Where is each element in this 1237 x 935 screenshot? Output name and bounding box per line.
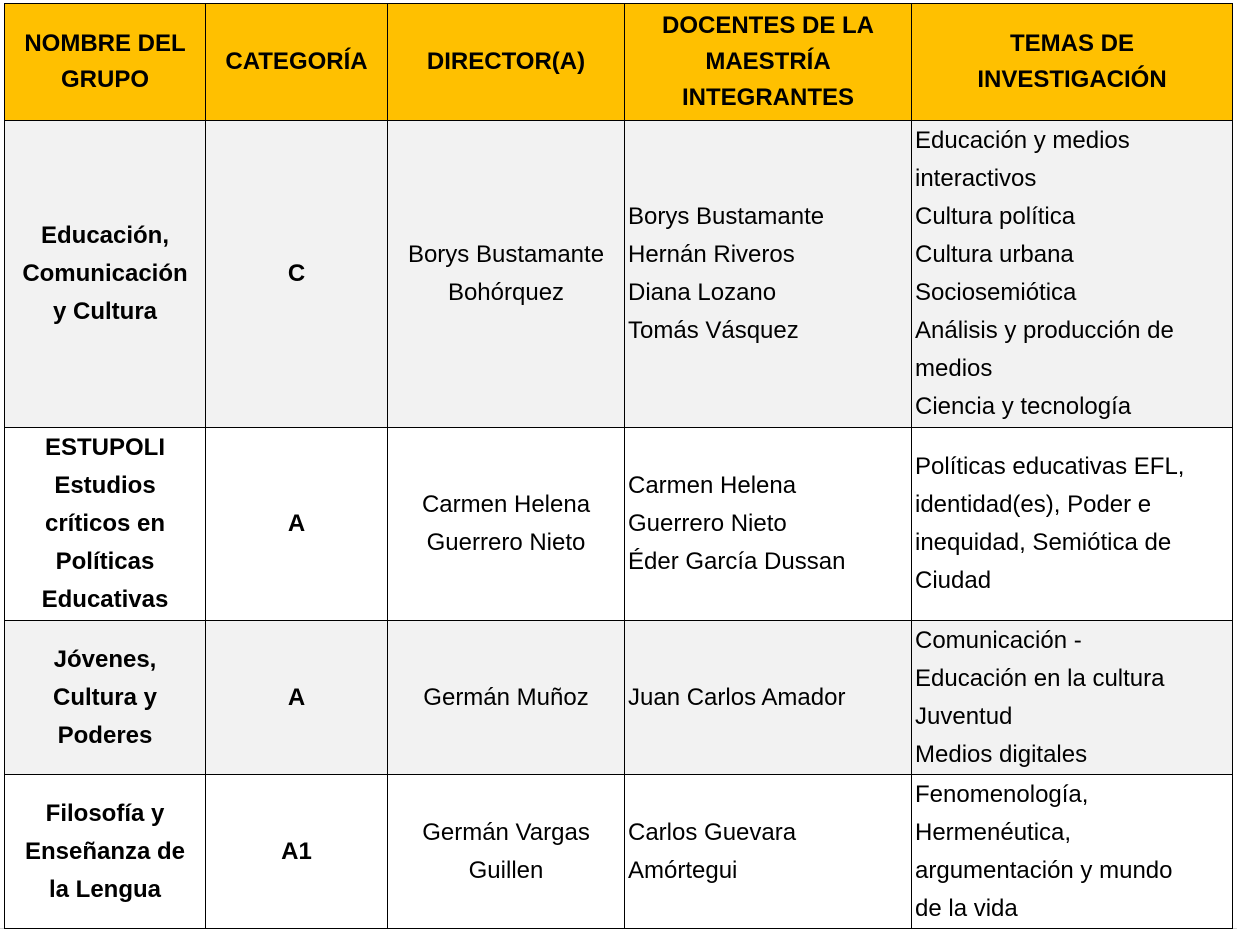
- header-text-line: INTEGRANTES: [681, 84, 854, 111]
- cell-text-line: Hernán Riveros: [628, 241, 795, 268]
- cell-group-name[interactable]: [5, 775, 206, 929]
- cell-text-line: Cultura y: [52, 683, 157, 711]
- cell-docentes[interactable]: [625, 121, 912, 428]
- cell-text-line: Carlos Guevara: [628, 818, 797, 846]
- table-row: [5, 621, 1233, 775]
- header-nombre-del-grupo[interactable]: [5, 4, 206, 121]
- header-text-line: CATEGORÍA: [225, 48, 368, 75]
- cell-text-line: Medios digitales: [915, 740, 1088, 768]
- cell-text-line: Ciencia y tecnología: [915, 393, 1132, 420]
- table-row: [5, 428, 1233, 621]
- cell-text-line: Cultura política: [915, 203, 1076, 230]
- cell-text-line: Diana Lozano: [628, 279, 777, 306]
- header-text-line: NOMBRE DEL: [24, 30, 186, 57]
- cell-text-line: Educativas: [41, 586, 169, 613]
- cell-text-line: interactivos: [915, 165, 1037, 192]
- cell-text-line: Guerrero Nieto: [628, 510, 787, 537]
- cell-text-line: Bohórquez: [447, 279, 565, 306]
- cell-docentes[interactable]: [625, 428, 912, 621]
- cell-text-line: Sociosemiótica: [915, 279, 1077, 306]
- cell-text-line: medios: [915, 355, 993, 382]
- cell-director[interactable]: [388, 621, 625, 775]
- cell-text-line: Ciudad: [915, 567, 992, 594]
- table-row: [5, 775, 1233, 929]
- cell-text-line: Educación y medios: [915, 127, 1130, 154]
- cell-group-name[interactable]: [5, 428, 206, 621]
- cell-text-line: Filosofía y: [45, 799, 165, 827]
- cell-category[interactable]: [206, 428, 388, 621]
- cell-text-line: Carmen Helena: [421, 491, 591, 518]
- cell-text-line: C: [287, 260, 306, 287]
- cell-group-name[interactable]: [5, 121, 206, 428]
- cell-text-line: Políticas educativas EFL,: [915, 453, 1185, 480]
- cell-text-line: la Lengua: [48, 875, 162, 903]
- cell-text-line: Amórtegui: [628, 856, 738, 884]
- cell-text-line: Borys Bustamante: [628, 203, 825, 230]
- cell-text-line: Borys Bustamante: [407, 241, 605, 268]
- cell-text-line: A: [287, 683, 306, 711]
- cell-temas[interactable]: [912, 621, 1233, 775]
- cell-text-line: Educación,: [40, 222, 170, 249]
- cell-text-line: Hermenéutica,: [915, 818, 1072, 846]
- cell-text-line: Poderes: [57, 721, 153, 749]
- header-director[interactable]: [388, 4, 625, 121]
- header-docentes[interactable]: [625, 4, 912, 121]
- header-text-line: DOCENTES DE LA: [661, 12, 874, 39]
- cell-director[interactable]: [388, 775, 625, 929]
- cell-text-line: Carmen Helena: [628, 472, 797, 499]
- header-text-line: DIRECTOR(A): [426, 48, 586, 75]
- cell-text-line: argumentación y mundo: [915, 856, 1173, 884]
- cell-temas[interactable]: [912, 428, 1233, 621]
- cell-text-line: Jóvenes,: [53, 645, 157, 673]
- cell-text-line: Éder García Dussan: [628, 548, 846, 575]
- cell-director[interactable]: [388, 121, 625, 428]
- cell-category[interactable]: [206, 121, 388, 428]
- header-text-line: MAESTRÍA: [705, 48, 831, 75]
- cell-text-line: Juan Carlos Amador: [628, 683, 846, 711]
- header-temas[interactable]: [912, 4, 1233, 121]
- cell-docentes[interactable]: [625, 621, 912, 775]
- cell-text-line: Comunicación -: [915, 626, 1082, 654]
- cell-text-line: Guerrero Nieto: [426, 529, 586, 556]
- cell-category[interactable]: [206, 621, 388, 775]
- cell-text-line: y Cultura: [52, 298, 157, 325]
- cell-text-line: Cultura urbana: [915, 241, 1074, 268]
- cell-text-line: Fenomenología,: [915, 780, 1089, 808]
- table-body: [5, 121, 1233, 929]
- cell-text-line: Comunicación: [22, 260, 188, 287]
- cell-text-line: Tomás Vásquez: [628, 317, 799, 344]
- cell-text-line: ESTUPOLI: [44, 434, 165, 461]
- cell-text-line: Juventud: [915, 702, 1013, 730]
- cell-text-line: A: [287, 510, 306, 537]
- table-row: [5, 121, 1233, 428]
- header-text-line: TEMAS DE: [1009, 30, 1134, 57]
- table-header: [5, 4, 1233, 121]
- header-row: [5, 4, 1233, 121]
- cell-text-line: Germán Muñoz: [423, 683, 589, 711]
- cell-docentes[interactable]: [625, 775, 912, 929]
- cell-text-line: Análisis y producción de: [915, 317, 1174, 344]
- cell-text-line: A1: [281, 837, 312, 865]
- cell-director[interactable]: [388, 428, 625, 621]
- cell-text-line: críticos en: [44, 510, 166, 537]
- cell-temas[interactable]: [912, 775, 1233, 929]
- header-text-line: GRUPO: [60, 66, 149, 93]
- cell-text-line: Guillen: [468, 856, 544, 884]
- cell-text-line: Germán Vargas: [422, 818, 590, 846]
- header-categoria[interactable]: [206, 4, 388, 121]
- cell-temas[interactable]: [912, 121, 1233, 428]
- cell-text-line: inequidad, Semiótica de: [915, 529, 1172, 556]
- cell-text-line: Políticas: [55, 548, 155, 575]
- cell-text-line: Educación en la cultura: [915, 664, 1165, 692]
- header-text-line: INVESTIGACIÓN: [977, 66, 1167, 93]
- cell-text-line: identidad(es), Poder e: [915, 491, 1152, 518]
- cell-text-line: Enseñanza de: [24, 837, 186, 865]
- research-groups-table: [4, 3, 1233, 929]
- cell-group-name[interactable]: [5, 621, 206, 775]
- cell-text-line: de la vida: [915, 894, 1018, 922]
- cell-category[interactable]: [206, 775, 388, 929]
- cell-text-line: Estudios: [54, 472, 156, 499]
